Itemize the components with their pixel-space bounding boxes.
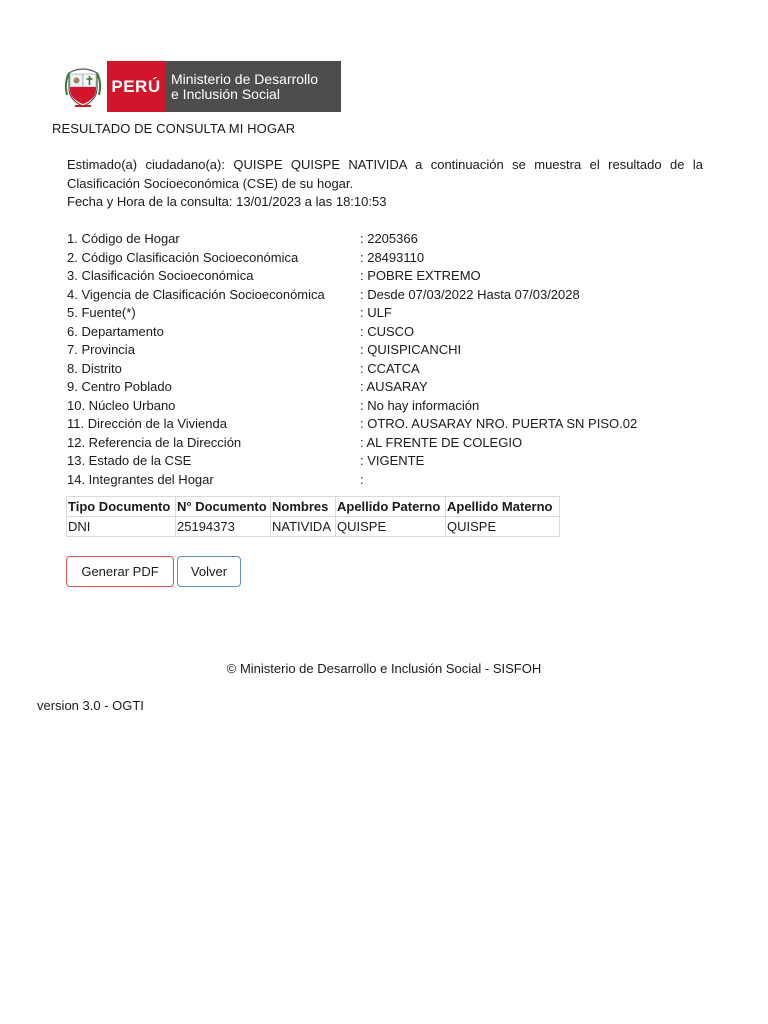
version-label: version 3.0 - OGTI [37,698,144,713]
field-label: 3. Clasificación Socioeconómica [67,268,254,283]
field-row-cse-status [67,452,707,471]
field-label: 1. Código de Hogar [67,231,180,246]
field-value: : CUSCO [360,323,415,339]
table-cell: DNI [67,517,176,537]
table-cell: QUISPE [446,517,560,537]
field-value: : AUSARAY [360,379,428,394]
field-row-cse-validity [67,286,707,305]
field-row-province [67,341,707,360]
query-datetime: Fecha y Hora de la consulta: 13/01/2023 a las 18:10:53 [67,194,387,209]
field-value: : CCATCA [360,360,420,376]
field-value: : ULF [360,305,392,320]
field-row-department [67,323,707,342]
field-label: 13. Estado de la CSE [67,453,192,468]
field-label: 2. Código Clasificación Socioeconómica [67,249,299,265]
logo-ministry-name [165,61,341,112]
field-value: : VIGENTE [360,453,425,468]
table-row [67,517,560,537]
field-value: : OTRO. AUSARAY NRO. PUERTA SN PISO.02 [360,416,638,431]
table-header-row [67,497,560,517]
field-row-address-reference [67,434,707,453]
logo-ministry-line1: Ministerio de Desarrollo [171,70,319,87]
greeting-text: Estimado(a) ciudadano(a): QUISPE QUISPE NATIVIDA a continuación se muestra el resultado de la Clasificación Socioeconómica (CSE) de su hogar. [67,157,703,191]
field-value: : QUISPICANCHI [360,342,462,357]
logo-ministry-line2: e Inclusión Social [171,85,280,102]
peru-coat-of-arms-icon [59,61,107,112]
table-cell: NATIVIDA [271,517,336,537]
field-label: 5. Fuente(*) [67,305,136,320]
field-value: : Desde 07/03/2022 Hasta 07/03/2028 [360,286,580,302]
field-row-urban-nucleus [67,397,707,416]
field-row-cse-code [67,249,707,268]
column-header-names: Nombres [271,497,336,517]
back-button[interactable]: Volver [177,556,241,587]
household-fields [67,230,707,489]
intro-text [67,156,703,212]
field-value: : 2205366 [360,231,418,246]
field-value: : POBRE EXTREMO [360,268,481,283]
table-cell: QUISPE [336,517,446,537]
field-value: : [360,471,364,487]
field-label: 7. Provincia [67,342,135,357]
field-label: 6. Departamento [67,323,164,339]
field-label: 9. Centro Poblado [67,379,172,394]
field-row-household-members [67,471,707,490]
field-row-address [67,415,707,434]
field-label: 10. Núcleo Urbano [67,397,176,413]
field-label: 8. Distrito [67,360,122,376]
column-header-document-type: Tipo Documento [67,497,176,517]
household-members-table [66,496,560,537]
field-value: : AL FRENTE DE COLEGIO [360,434,523,450]
field-row-cse-classification [67,267,707,286]
logo-country-label: PERÚ [107,61,165,112]
field-label: 12. Referencia de la Dirección [67,434,242,450]
column-header-maternal-surname: Apellido Materno [446,497,560,517]
footer-copyright: © Ministerio de Desarrollo e Inclusión Social - SISFOH [226,661,542,676]
field-row-source [67,304,707,323]
field-row-town-center [67,378,707,397]
column-header-paternal-surname: Apellido Paterno [336,497,446,517]
field-value: : No hay información [360,397,480,413]
column-header-document-number: N° Documento [176,497,271,517]
field-label: 4. Vigencia de Clasificación Socioeconómica [67,286,325,302]
generate-pdf-button[interactable]: Generar PDF [66,556,174,587]
table-cell: 25194373 [176,517,271,537]
field-label: 11. Dirección de la Vivienda [67,416,227,431]
field-row-district [67,360,707,379]
page-title: RESULTADO DE CONSULTA MI HOGAR [52,121,296,136]
field-value: : 28493110 [360,249,425,265]
field-row-household-code [67,230,707,249]
ministry-logo [59,61,341,112]
field-label: 14. Integrantes del Hogar [67,471,214,487]
